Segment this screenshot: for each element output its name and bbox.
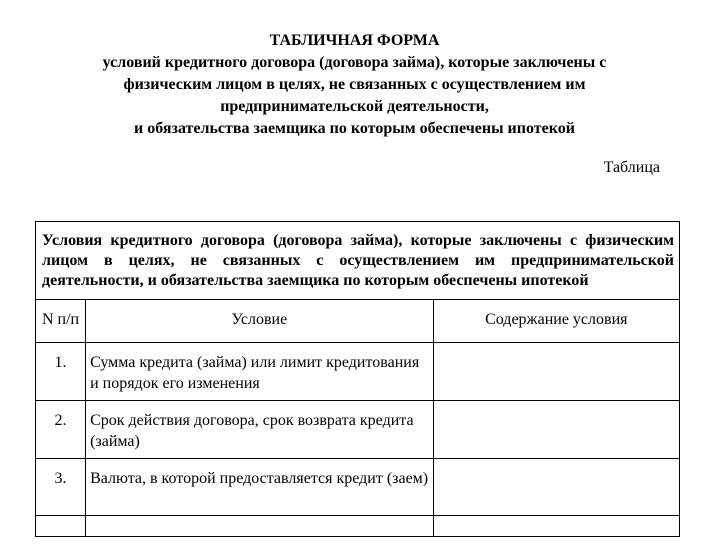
- column-header-number: N п/п: [36, 300, 86, 343]
- row-number: 3.: [36, 459, 86, 516]
- table-heading: Условия кредитного договора (договора займа), которые заключены с физическим лицом в целях, не связанных с осуществлением им предпринимательской деятельности, и обязательства заемщика по которым обеспечены ипотекой: [36, 222, 680, 300]
- row-condition: [86, 516, 434, 537]
- title-line: условий кредитного договора (договора займа), которые заключены с: [102, 54, 607, 71]
- table-caption: Таблица: [603, 159, 660, 176]
- row-content[interactable]: [433, 401, 679, 459]
- row-content: [433, 516, 679, 537]
- row-content[interactable]: [433, 459, 679, 516]
- title-line: физическим лицом в целях, не связанных с осуществлением им: [123, 76, 586, 93]
- table-row-partial: [36, 516, 680, 537]
- row-number: 2.: [36, 401, 86, 459]
- row-number: [36, 516, 86, 537]
- row-content[interactable]: [433, 343, 679, 401]
- row-condition: Сумма кредита (займа) или лимит кредитования и порядок его изменения: [86, 343, 434, 401]
- row-condition: Валюта, в которой предоставляется кредит (заем): [86, 459, 434, 516]
- title-line: и обязательства заемщика по которым обеспечены ипотекой: [134, 120, 575, 137]
- column-header-condition: Условие: [86, 300, 434, 343]
- document-title: [0, 30, 709, 140]
- table-row: [36, 459, 680, 516]
- row-number: 1.: [36, 343, 86, 401]
- row-condition: Срок действия договора, срок возврата кредита (займа): [86, 401, 434, 459]
- title-line: предпринимательской деятельности,: [220, 98, 489, 115]
- conditions-table: [35, 221, 680, 537]
- column-header-content: Содержание условия: [433, 300, 679, 343]
- title-line: ТАБЛИЧНАЯ ФОРМА: [269, 32, 440, 49]
- table-heading-row: [36, 222, 680, 300]
- column-header-row: [36, 300, 680, 343]
- table-row: [36, 401, 680, 459]
- table-row: [36, 343, 680, 401]
